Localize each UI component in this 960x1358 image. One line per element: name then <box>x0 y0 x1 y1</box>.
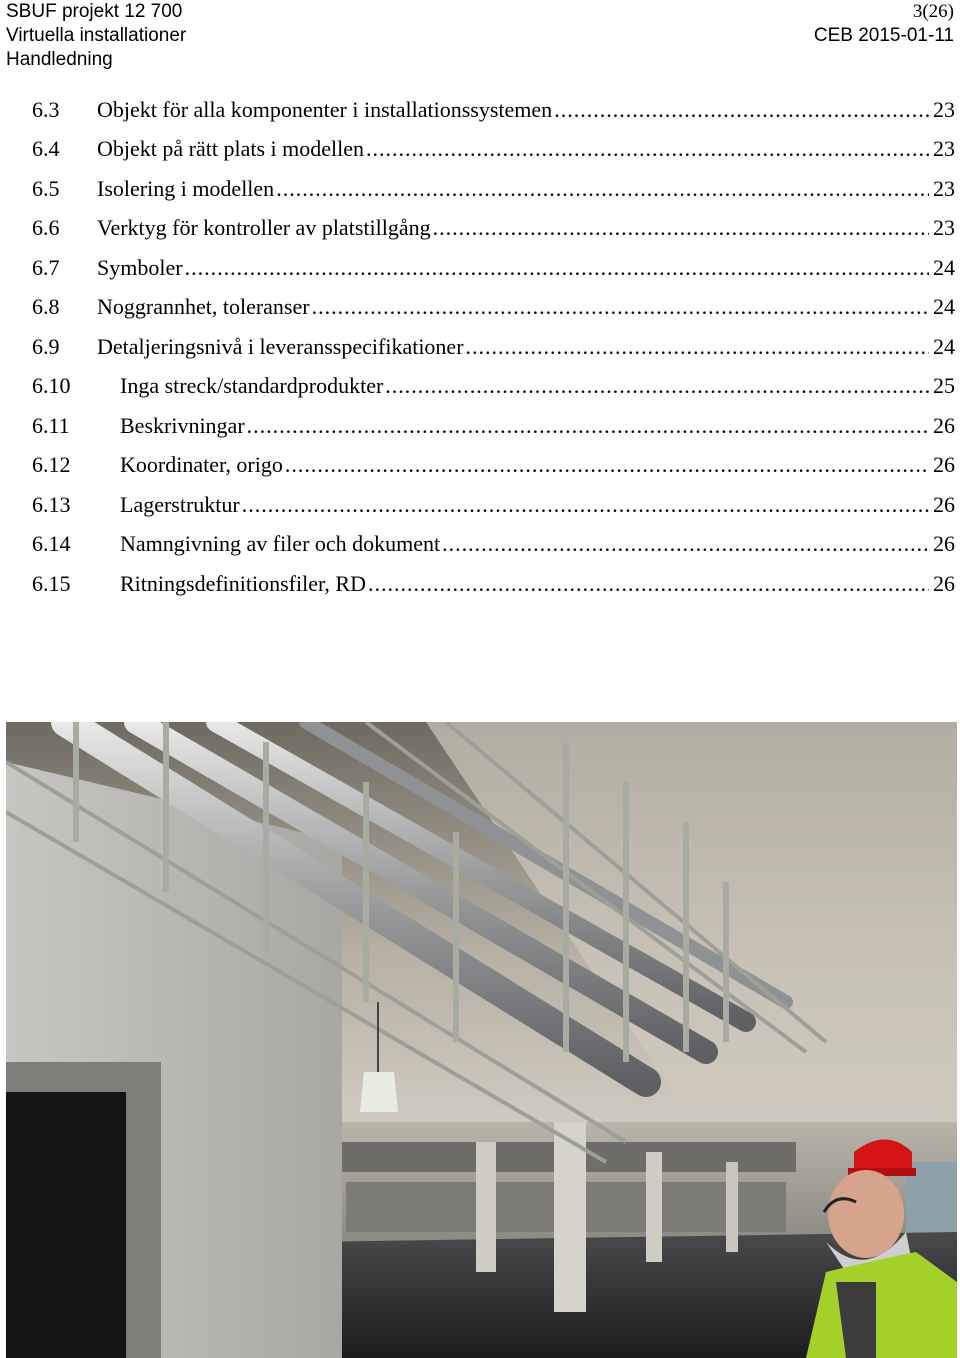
toc-page: 24 <box>929 254 955 282</box>
toc-number: 6.12 <box>32 452 71 477</box>
toc-entry[interactable] <box>32 254 955 282</box>
toc-leader <box>366 135 929 163</box>
toc-leader <box>247 412 929 440</box>
toc-leader <box>466 333 929 361</box>
toc-title: Ritningsdefinitionsfiler, RD <box>120 571 366 596</box>
toc-entry[interactable] <box>32 451 955 479</box>
toc-entry[interactable] <box>32 530 955 558</box>
document-date: CEB 2015-01-11 <box>813 25 954 46</box>
toc-number: 6.5 <box>32 176 60 201</box>
toc-page: 26 <box>929 570 955 598</box>
toc-page: 23 <box>929 214 955 242</box>
toc-number: 6.4 <box>32 136 60 161</box>
toc-title: Noggrannhet, toleranser <box>97 294 310 319</box>
toc-title: Koordinater, origo <box>120 452 283 477</box>
toc-title: Detaljeringsnivå i leveransspecifikationer <box>97 334 464 359</box>
toc-page: 24 <box>929 333 955 361</box>
document-type: Handledning <box>6 49 113 70</box>
page-header <box>0 0 960 72</box>
toc-entry[interactable] <box>32 570 955 598</box>
page-number: 3(26) <box>912 1 954 22</box>
toc-title: Objekt på rätt plats i modellen <box>97 136 364 161</box>
toc-leader <box>385 372 929 400</box>
toc-page: 25 <box>929 372 955 400</box>
document-title: Virtuella installationer <box>6 25 187 46</box>
toc-number: 6.15 <box>32 571 71 596</box>
toc-leader <box>368 570 929 598</box>
toc-number: 6.3 <box>32 97 60 122</box>
toc-number: 6.7 <box>32 255 60 280</box>
project-name: SBUF projekt 12 700 <box>6 1 183 22</box>
toc-page: 26 <box>929 451 955 479</box>
toc-page: 26 <box>929 412 955 440</box>
toc-entry[interactable] <box>32 214 955 242</box>
toc-entry[interactable] <box>32 135 955 163</box>
toc-page: 23 <box>929 135 955 163</box>
toc-entry[interactable] <box>32 372 955 400</box>
toc-title: Inga streck/standardprodukter <box>120 373 384 398</box>
toc-leader <box>554 96 929 124</box>
toc-leader <box>442 530 929 558</box>
toc-page: 23 <box>929 96 955 124</box>
toc-number: 6.11 <box>32 413 70 438</box>
toc-leader <box>312 293 929 321</box>
toc-title: Beskrivningar <box>120 413 245 438</box>
toc-number: 6.14 <box>32 531 71 556</box>
toc-entry[interactable] <box>32 293 955 321</box>
toc-page: 24 <box>929 293 955 321</box>
toc-page: 26 <box>929 530 955 558</box>
toc-number: 6.8 <box>32 294 60 319</box>
toc-leader <box>185 254 929 282</box>
toc-entry[interactable] <box>32 333 955 361</box>
toc-title: Lagerstruktur <box>120 492 240 517</box>
toc-number: 6.9 <box>32 334 60 359</box>
toc-entry[interactable] <box>32 175 955 203</box>
construction-site-photo <box>6 722 957 1358</box>
toc-number: 6.10 <box>32 373 71 398</box>
toc-page: 23 <box>929 175 955 203</box>
toc-number: 6.6 <box>32 215 60 240</box>
toc-title: Namngivning av filer och dokument <box>120 531 441 556</box>
toc-title: Objekt för alla komponenter i installationssystemen <box>97 97 553 122</box>
toc-page: 26 <box>929 491 955 519</box>
toc-number: 6.13 <box>32 492 71 517</box>
toc-leader <box>242 491 929 519</box>
toc-leader <box>433 214 929 242</box>
photo-illustration <box>6 722 957 1358</box>
toc-title: Verktyg för kontroller av platstillgång <box>97 215 431 240</box>
toc-title: Isolering i modellen <box>97 176 275 201</box>
toc-leader <box>285 451 929 479</box>
toc-entry[interactable] <box>32 412 955 440</box>
toc-entry[interactable] <box>32 491 955 519</box>
toc-leader <box>276 175 929 203</box>
toc-title: Symboler <box>97 255 183 280</box>
toc-entry[interactable] <box>32 96 955 124</box>
